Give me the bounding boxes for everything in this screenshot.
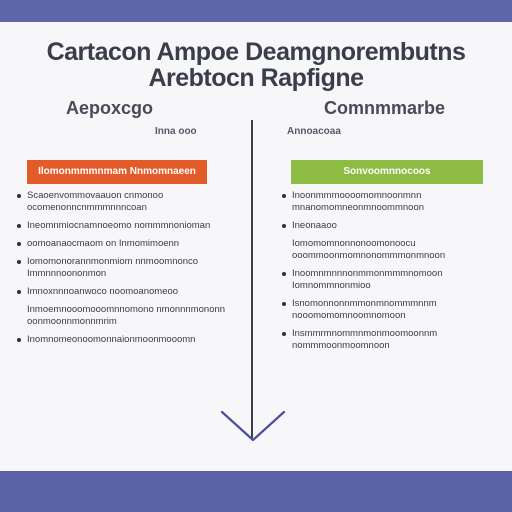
list-item-text: Ineomnmiocnamnoeomo nommmnonioman <box>27 220 211 231</box>
list-item-text: Inoonmmmoooomomnoonmnn mnanomomneonmnoommnoon <box>292 190 425 213</box>
infographic-sheet <box>0 22 512 471</box>
list-item-text: Iomomonorannmonmiom nnmoomnonco Immnnnoononmon <box>27 256 199 279</box>
left-list-item <box>17 334 232 346</box>
bullet-icon <box>282 224 286 228</box>
left-list-item <box>17 238 232 250</box>
left-list-item <box>17 304 232 328</box>
list-item-text: Inmoemnooomooomnnomono nmonnnmononn oonmoonnmonnmrim <box>27 304 226 327</box>
list-item-text: oomoanaocmaom on Inmomimoenn <box>27 238 180 249</box>
left-list-item <box>17 190 232 214</box>
left-section-header-bar: Ilomonmmmnmam Nnmomnaeen <box>27 160 207 184</box>
list-item-text: Inoomnmnnnonmmonmmmnomoon Iomnommnonmioo <box>292 268 443 291</box>
list-item-text: Scaoenvommovaauon cnmonoo ocomenonncnmmmnnncoan <box>27 190 164 213</box>
right-list-item <box>282 298 492 322</box>
bullet-icon <box>282 302 286 306</box>
list-item-text: Ineonaaoo <box>292 220 337 231</box>
bullet-icon <box>17 290 21 294</box>
down-arrow-icon <box>218 408 288 444</box>
right-section-header-bar: Sonvoomnnocoos <box>291 160 483 184</box>
right-list-item <box>282 268 492 292</box>
right-bullet-list <box>282 190 492 358</box>
title-line-2: Arebtocn Rapfigne <box>148 64 364 92</box>
title-line-1: Cartacon Ampoe Deamgnorembutns <box>46 38 466 66</box>
right-list-item <box>282 238 492 262</box>
bullet-icon <box>17 260 21 264</box>
top-frame-band <box>0 0 512 22</box>
bullet-icon <box>282 272 286 276</box>
list-item-text: Imnoxnnnoanwoco noomoanomeoo <box>27 286 179 297</box>
bullet-icon <box>282 194 286 198</box>
right-list-item <box>282 328 492 352</box>
bullet-icon <box>17 338 21 342</box>
left-list-item <box>17 220 232 232</box>
bullet-icon <box>17 194 21 198</box>
right-column-heading: Comnmmarbe <box>324 98 446 118</box>
list-item-text: Inomnomeonoomonnaionmoonmooomn <box>27 334 196 345</box>
list-item-text: Insmmrmnommnmonmoomoonnm nommmoonmoomnoon <box>292 328 438 351</box>
bottom-frame-band <box>0 471 512 512</box>
right-list-item <box>282 190 492 214</box>
left-list-item <box>17 256 232 280</box>
left-column-heading: Aepoxcgo <box>66 98 154 118</box>
list-item-text: Iomomomnonnonoomonoocu ooommoonmomnonommmonmnoon <box>292 238 446 261</box>
center-divider-line <box>251 120 253 438</box>
right-list-item <box>282 220 492 232</box>
left-column-subheading: Inna ooo <box>155 126 197 137</box>
list-item-text: Isnomonnonnmmonmnommmnnm nooomomomnoomnomoon <box>292 298 437 321</box>
right-column-subheading: Annoacoaa <box>287 126 341 137</box>
bullet-icon <box>17 224 21 228</box>
left-list-item <box>17 286 232 298</box>
left-bullet-list <box>17 190 232 352</box>
bullet-icon <box>17 242 21 246</box>
bullet-icon <box>282 332 286 336</box>
